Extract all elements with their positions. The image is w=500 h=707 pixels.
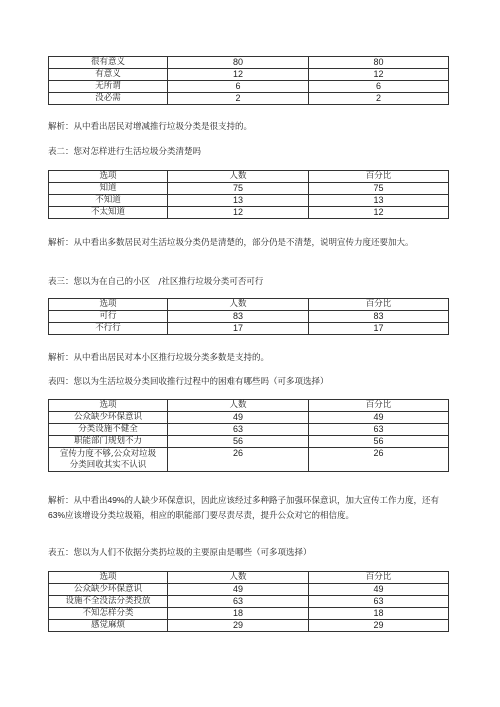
table-cell-count: 49 <box>168 412 309 424</box>
table-5-title: 表五：您以为人们不依据分类扔垃圾的主要原由是哪些（可多项选择） <box>48 548 312 558</box>
table-row <box>49 448 449 472</box>
table-header-row <box>49 572 449 584</box>
table-cell-percent: 56 <box>309 436 449 448</box>
table-4 <box>48 399 449 472</box>
table-cell-percent: 18 <box>309 608 449 620</box>
table-cell-percent: 12 <box>309 69 449 81</box>
table-2 <box>48 170 449 219</box>
analysis-1: 解析：从中看出居民对增减推行垃圾分类是很支持的。 <box>48 122 253 132</box>
table-cell-option: 公众缺少环保意识 <box>49 412 168 424</box>
header-count: 人数 <box>168 572 309 584</box>
table-5 <box>48 571 449 632</box>
analysis-4 <box>48 493 448 523</box>
table-cell-percent: 75 <box>309 183 449 195</box>
table-cell-percent: 63 <box>309 424 449 436</box>
table-cell-option: 分类设施不健全 <box>49 424 168 436</box>
table-row <box>49 69 449 81</box>
table-cell-percent: 26 <box>309 448 449 472</box>
header-option: 选项 <box>49 572 168 584</box>
table-row <box>49 596 449 608</box>
table-header-row <box>49 400 449 412</box>
analysis-2: 解析：从中看出多数居民对生活垃圾分类仍是清楚的，部分仍是不清楚，说明宣传力度还要加大。 <box>48 238 414 248</box>
table-cell-option: 无所谓 <box>49 81 168 93</box>
table-cell-option: 不知道 <box>49 195 168 207</box>
table-cell-percent: 2 <box>309 93 449 105</box>
header-percent: 百分比 <box>309 171 449 183</box>
table-cell-option: 设施不全没法分类投放 <box>49 596 168 608</box>
header-percent: 百分比 <box>309 572 449 584</box>
table-cell-option: 知道 <box>49 183 168 195</box>
table-row <box>49 311 449 323</box>
table-row <box>49 81 449 93</box>
table-row <box>49 436 449 448</box>
table-cell-count: 49 <box>168 584 309 596</box>
table-cell-count: 63 <box>168 424 309 436</box>
table-cell-count: 18 <box>168 608 309 620</box>
table-cell-percent: 13 <box>309 195 449 207</box>
table-cell-count: 17 <box>168 323 309 335</box>
table-cell-count: 80 <box>168 57 309 69</box>
table-1 <box>48 56 449 105</box>
table-3-title: 表三：您以为在自己的小区 /社区推行垃圾分类可否可行 <box>48 277 264 287</box>
analysis-3: 解析：从中看出居民对本小区推行垃圾分类多数是支持的。 <box>48 353 270 363</box>
table-row <box>49 207 449 219</box>
header-count: 人数 <box>168 400 309 412</box>
table-cell-percent: 83 <box>309 311 449 323</box>
table-cell-count: 6 <box>168 81 309 93</box>
table-cell-count: 75 <box>168 183 309 195</box>
table-cell-percent: 63 <box>309 596 449 608</box>
header-count: 人数 <box>168 299 309 311</box>
table-cell-option: 可行 <box>49 311 168 323</box>
analysis-4-text-a: 解析：从中看出 <box>48 496 108 506</box>
table-cell-option: 不太知道 <box>49 207 168 219</box>
table-cell-percent: 29 <box>309 620 449 632</box>
table-cell-percent: 49 <box>309 412 449 424</box>
analysis-4-text-b: 的人缺少环保意识，因此应该经过多种路子加强环保意识，加大宣传工作力度，还有 <box>124 496 440 506</box>
header-count: 人数 <box>168 171 309 183</box>
table-cell-percent: 17 <box>309 323 449 335</box>
table-row <box>49 183 449 195</box>
table-cell-count: 56 <box>168 436 309 448</box>
table-cell-count: 13 <box>168 195 309 207</box>
table-2-title: 表二：您对怎样进行生活垃圾分类清楚吗 <box>48 147 202 157</box>
table-cell-count: 26 <box>168 448 309 472</box>
table-row <box>49 424 449 436</box>
analysis-4-percent-a: 49% <box>107 495 125 505</box>
table-cell-percent: 12 <box>309 207 449 219</box>
table-cell-option: 公众缺少环保意识 <box>49 584 168 596</box>
table-row <box>49 323 449 335</box>
table-cell-percent: 6 <box>309 81 449 93</box>
table-cell-option: 感觉麻烦 <box>49 620 168 632</box>
header-option: 选项 <box>49 299 168 311</box>
table-cell-count: 29 <box>168 620 309 632</box>
table-cell-option: 很有意义 <box>49 57 168 69</box>
table-cell-count: 12 <box>168 69 309 81</box>
header-option: 选项 <box>49 171 168 183</box>
header-percent: 百分比 <box>309 400 449 412</box>
table-header-row <box>49 299 449 311</box>
table-cell-option: 有意义 <box>49 69 168 81</box>
table-cell-count: 2 <box>168 93 309 105</box>
table-cell-option: 不知怎样分类 <box>49 608 168 620</box>
table-header-row <box>49 171 449 183</box>
table-cell-count: 63 <box>168 596 309 608</box>
table-row <box>49 93 449 105</box>
analysis-4-percent-b: 63% <box>48 510 66 520</box>
table-cell-count: 12 <box>168 207 309 219</box>
table-cell-option: 不行行 <box>49 323 168 335</box>
table-row <box>49 608 449 620</box>
table-cell-percent: 80 <box>309 57 449 69</box>
header-option: 选项 <box>49 400 168 412</box>
table-cell-option: 职能部门规划不力 <box>49 436 168 448</box>
header-percent: 百分比 <box>309 299 449 311</box>
table-cell-option: 没必需 <box>49 93 168 105</box>
table-cell-percent: 49 <box>309 584 449 596</box>
table-4-title: 表四：您以为生活垃圾分类回收推行过程中的困难有哪些吗（可多项选择） <box>48 377 329 387</box>
table-3 <box>48 298 449 335</box>
table-row <box>49 584 449 596</box>
table-cell-option: 宣传力度不够,公众对垃圾分类回收其实不认识 <box>49 448 168 472</box>
table-cell-count: 83 <box>168 311 309 323</box>
table-row <box>49 195 449 207</box>
table-row <box>49 620 449 632</box>
analysis-4-text-c: 应该增设分类垃圾箱，相应的职能部门要尽责尽责，提升公众对它的相信度。 <box>65 511 355 521</box>
table-row <box>49 412 449 424</box>
table-row <box>49 57 449 69</box>
